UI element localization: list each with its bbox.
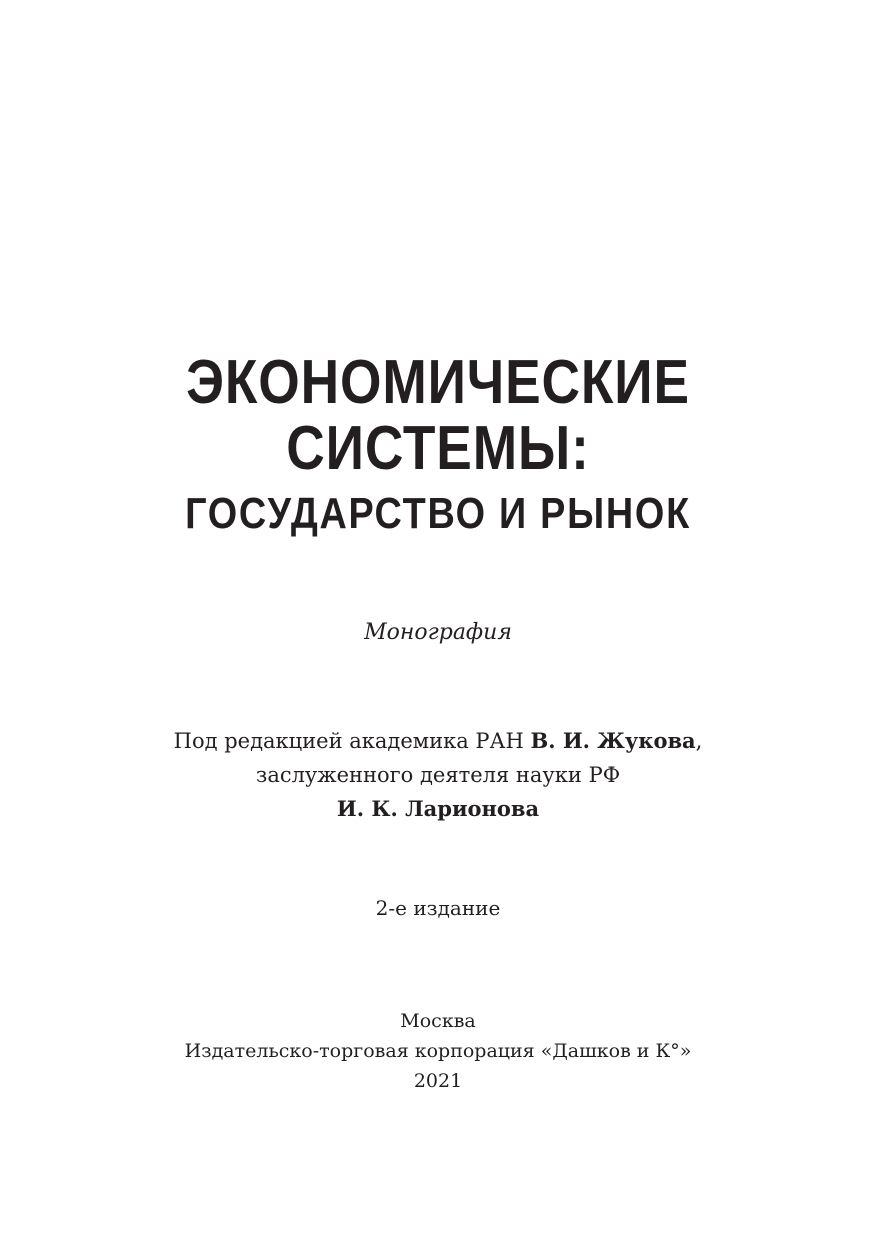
imprint-year: 2021 bbox=[413, 1070, 463, 1092]
editors-block bbox=[0, 724, 876, 826]
edition-label: 2-е издание bbox=[375, 896, 501, 920]
genre-label: Монография bbox=[364, 620, 512, 645]
title-line-3: ГОСУДАРСТВО И РЫНОК bbox=[185, 489, 691, 538]
editor-name-1: В. И. Жукова bbox=[530, 728, 696, 753]
title-line-1: ЭКОНОМИЧЕСКИЕ bbox=[186, 348, 690, 417]
title-line-2: СИСТЕМЫ: bbox=[286, 414, 590, 483]
book-title bbox=[0, 348, 876, 542]
imprint-city: Москва bbox=[400, 1010, 476, 1032]
editors-line-3 bbox=[0, 792, 876, 826]
editor-name-2: И. К. Ларионова bbox=[336, 796, 540, 821]
editors-prefix: Под редакцией академика РАН bbox=[173, 729, 531, 753]
editors-line-2: заслуженного деятеля науки РФ bbox=[255, 763, 621, 787]
imprint-publisher: Издательско-торговая корпорация «Дашков и К°» bbox=[184, 1040, 692, 1062]
imprint-block bbox=[0, 1006, 876, 1096]
editors-comma: , bbox=[695, 729, 703, 753]
editors-line-1 bbox=[0, 724, 876, 758]
